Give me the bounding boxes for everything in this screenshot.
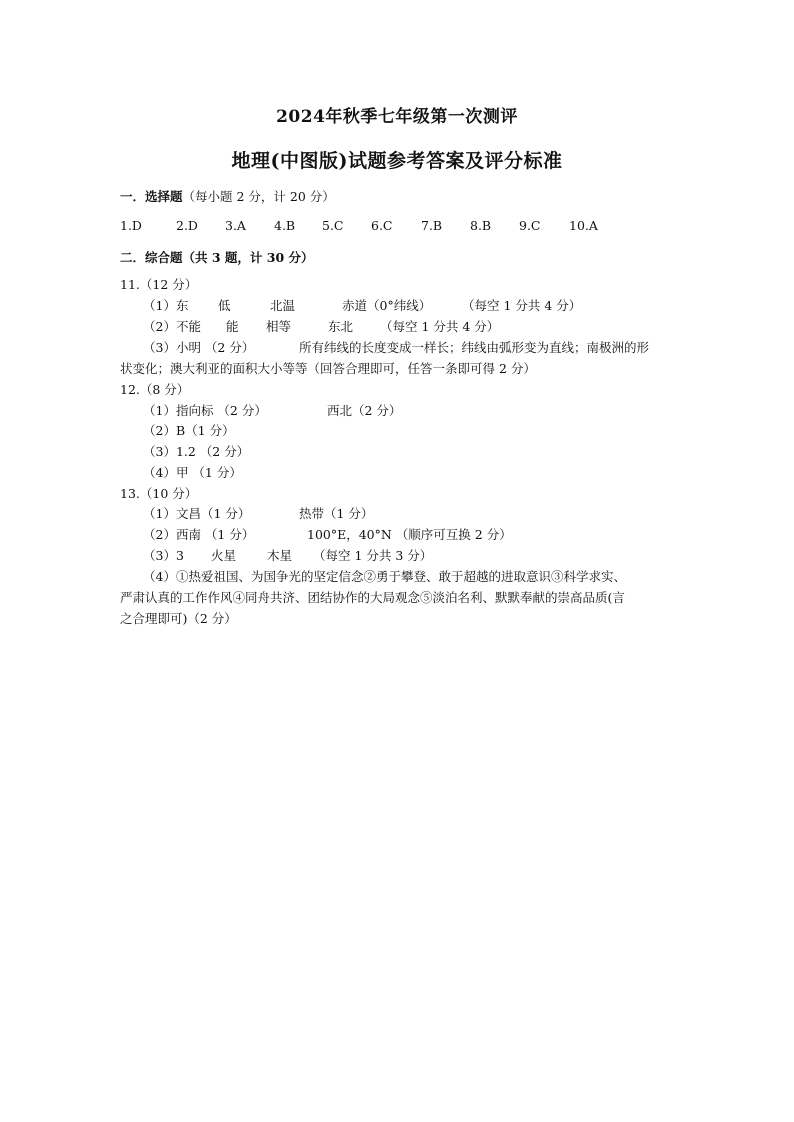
answer-part: （3）小明 （2 分） xyxy=(143,340,255,355)
answer-part: 木星 xyxy=(267,548,293,563)
section1-heading: 一．选择题 xyxy=(120,189,183,204)
answer-part: 能 xyxy=(226,319,239,334)
answer-part: 北温 xyxy=(270,298,296,313)
page-title: 2024年秋季七年级第一次测评 xyxy=(276,107,518,127)
choice-answer: 4.B xyxy=(274,218,296,233)
choice-answer: 7.B xyxy=(421,218,443,233)
q11-label: 11.（12 分） xyxy=(120,277,198,292)
q13-answer-4-end: 之合理即可)（2 分） xyxy=(120,611,237,626)
answer-part: （每空 1 分共 3 分） xyxy=(313,548,433,563)
answer-part: （1）东 xyxy=(143,298,189,313)
page-subtitle: 地理(中图版)试题参考答案及评分标准 xyxy=(231,150,563,172)
q13-answer-3 xyxy=(143,548,432,564)
answer-part: （1）指向标 （2 分） xyxy=(143,403,267,418)
choice-answer: 10.A xyxy=(569,218,598,233)
answer-part: （2）西南 （1 分） xyxy=(143,527,255,542)
answer-part: 低 xyxy=(218,298,231,313)
answer-part: 火星 xyxy=(211,548,237,563)
answer-part: 东北 xyxy=(328,319,354,334)
answer-part: 所有纬线的长度变成一样长；纬线由弧形变为直线；南极洲的形 xyxy=(299,340,650,355)
q13-answer-4: （4）①热爱祖国、为国争光的坚定信念②勇于攀登、敢于超越的进取意识③科学求实、 xyxy=(143,569,626,584)
answer-part: 相等 xyxy=(266,319,292,334)
choice-answer: 9.C xyxy=(519,218,541,233)
answer-part: （3）3 xyxy=(143,548,184,563)
choice-answer: 5.C xyxy=(322,218,344,233)
choice-answer: 6.C xyxy=(371,218,393,233)
q11-answer-1 xyxy=(143,298,581,314)
section1-note: （每小题 2 分，计 20 分） xyxy=(182,189,335,204)
answer-part: （每空 1 分共 4 分） xyxy=(380,319,500,334)
q12-answer-2: （2）B（1 分） xyxy=(143,423,235,438)
answer-part: （2）不能 xyxy=(143,319,201,334)
q13-answer-1 xyxy=(143,506,373,522)
q12-label: 12.（8 分） xyxy=(120,382,190,397)
choice-answer: 3.A xyxy=(225,218,246,233)
q12-answer-3: （3）1.2 （2 分） xyxy=(143,444,250,459)
answer-part: 100°E，40°N （顺序可互换 2 分） xyxy=(307,527,512,542)
answer-part: 赤道（0°纬线） xyxy=(342,298,432,313)
answer-part: （每空 1 分共 4 分） xyxy=(462,298,582,313)
q13-label: 13.（10 分） xyxy=(120,486,198,501)
choice-answer: 8.B xyxy=(470,218,492,233)
q12-answer-4: （4）甲 （1 分） xyxy=(143,465,242,480)
q11-answer-3 xyxy=(143,340,649,356)
section1-heading-line xyxy=(120,189,335,205)
answer-part: 西北（2 分） xyxy=(327,403,402,418)
q13-answer-2 xyxy=(143,527,512,543)
choice-answer: 2.D xyxy=(176,218,198,233)
q11-answer-2 xyxy=(143,319,499,335)
answer-part: 热带（1 分） xyxy=(299,506,374,521)
q12-answer-1 xyxy=(143,403,401,419)
answer-part: （1）文昌（1 分） xyxy=(143,506,251,521)
section2-heading: 二．综合题（共 3 题，计 30 分） xyxy=(120,250,314,265)
choice-answer: 1.D xyxy=(120,218,142,233)
q13-answer-4-cont: 严肃认真的工作作风④同舟共济、团结协作的大局观念⑤淡泊名利、默默奉献的崇高品质(言 xyxy=(120,590,625,605)
q11-answer-3-cont: 状变化；澳大利亚的面积大小等等（回答合理即可，任答一条即可得 2 分） xyxy=(120,361,536,376)
